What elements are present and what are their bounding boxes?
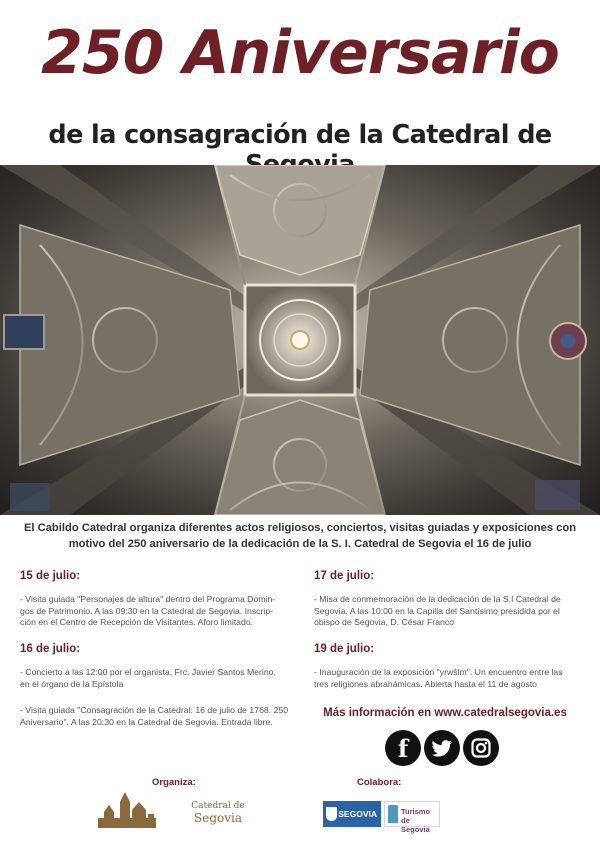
event-line: Segovia. A las 10:00 en la Capilla del Santísimo presidida por el bbox=[314, 605, 560, 616]
day-19-event bbox=[314, 667, 592, 690]
event-line: - Inauguración de la exposición "yrwšlm". Un encuentro entre las bbox=[314, 667, 563, 677]
segovia-logo-text: SEGOVIA bbox=[338, 809, 377, 819]
day-16-event-concert bbox=[20, 667, 295, 690]
logo-line: Segovia bbox=[401, 825, 430, 834]
intro-text bbox=[10, 520, 590, 552]
aqueduct-icon bbox=[388, 805, 398, 823]
instagram-icon[interactable] bbox=[463, 730, 499, 766]
page-title: 250 Aniversario bbox=[41, 18, 559, 88]
event-line: ción en el Centro de Recepción de Visitantes. Aforo limitado. bbox=[20, 617, 254, 627]
logo-line: Catedral de bbox=[191, 801, 245, 811]
event-line: - Visita guiada "Personajes de altura" dentro del Programa Domin- bbox=[20, 594, 276, 604]
instagram-glyph bbox=[471, 738, 491, 758]
shield-icon bbox=[326, 807, 337, 821]
cathedral-vault-photo bbox=[0, 165, 600, 515]
event-line: - Misa de conmemoración de la dedicación de la S.I Catedral de bbox=[314, 594, 561, 604]
intro-line: motivo del 250 aniversario de la dedicación de la S. I. Catedral de Segovia el 16 de julio bbox=[68, 538, 532, 550]
window-left bbox=[4, 315, 44, 349]
day-17-title: 17 de julio: bbox=[314, 570, 375, 582]
logo-line: Segovia bbox=[194, 811, 242, 825]
vault-illustration bbox=[0, 165, 600, 515]
page-subtitle: de la consagración de la Catedral de bbox=[48, 120, 552, 150]
facebook-glyph: f bbox=[397, 733, 409, 763]
event-line: - Visita guiada "Consagración de la Catedral: 16 de julio de 1768. 250 bbox=[20, 705, 289, 715]
event-line: tres religiones abrahámicas. Abierta hasta el 11 de agosto bbox=[314, 678, 537, 689]
day-15-title: 15 de julio: bbox=[20, 570, 81, 582]
intro-line: El Cabildo Catedral organiza diferentes actos religiosos, conciertos, visitas guiadas y exposiciones con bbox=[23, 522, 577, 534]
organiza-label: Organiza: bbox=[152, 777, 196, 788]
segovia-city-logo bbox=[323, 801, 381, 827]
event-line: en el órgano de la Epístola bbox=[20, 678, 124, 689]
day-16-event-visit bbox=[20, 705, 295, 728]
turismo-segovia-logo bbox=[384, 801, 440, 834]
twitter-icon[interactable] bbox=[424, 730, 460, 766]
cathedral-silhouette-icon bbox=[96, 790, 158, 830]
day-15-event bbox=[20, 594, 295, 629]
event-line: - Concierto a las 12:00 por el organista, Frc. Javier Santos Merino, bbox=[20, 667, 276, 677]
event-line: gos de Patrimonio. A las 09:30 en la Catedral de Segovia. Inscrip- bbox=[20, 605, 274, 616]
facebook-icon[interactable] bbox=[385, 730, 421, 766]
colabora-label: Colabora: bbox=[357, 777, 402, 788]
logo-line: Turismo de bbox=[401, 807, 431, 825]
more-info-link[interactable]: Más información en www.catedralsegovia.es bbox=[323, 707, 567, 719]
day-16-title: 16 de julio: bbox=[20, 643, 81, 655]
day-19-title: 19 de julio: bbox=[314, 643, 375, 655]
catedral-segovia-logo bbox=[178, 800, 258, 824]
event-line: obispo de Segovia, D. César Franco bbox=[314, 617, 455, 627]
event-line: Aniversario". A las 20:30 en la Catedral de Segovia. Entrada libre. bbox=[20, 716, 273, 727]
twitter-bird-glyph bbox=[432, 740, 452, 757]
day-17-event bbox=[314, 594, 592, 629]
